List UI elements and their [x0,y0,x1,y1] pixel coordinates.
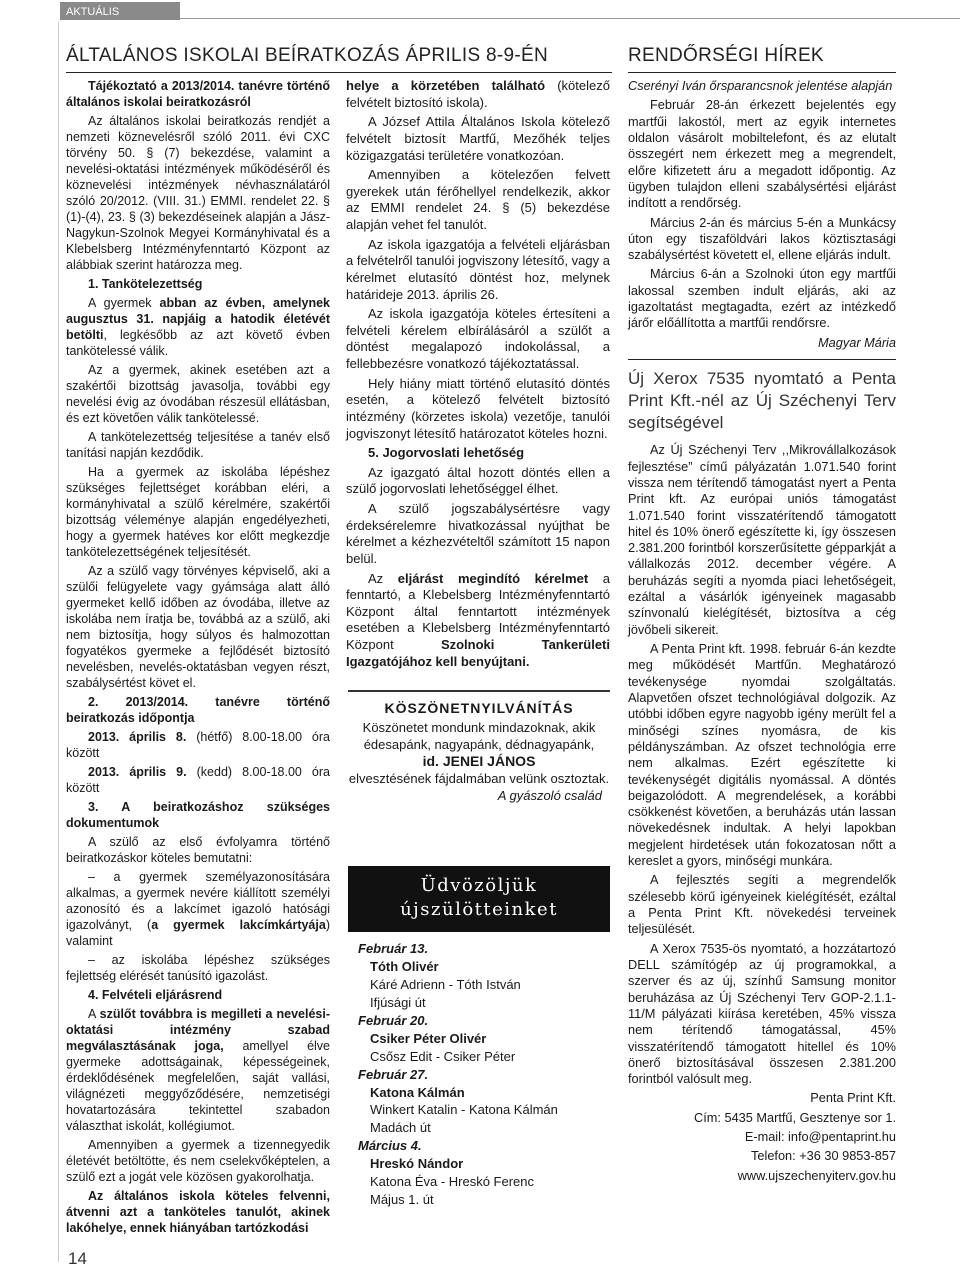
date-line: 2013. április 8. (hétfő) 8.00-18.00 óra között [66,730,330,760]
birth-date: Február 13. [358,941,429,956]
contact-address: Cím: 5435 Martfű, Gesztenye sor 1. [694,1109,896,1125]
paragraph: helye a körzetében található (kötelező felvételt biztosító iskola). [346,78,610,110]
contact-phone: Telefon: +36 30 9853-857 [751,1148,896,1164]
side-title-rule [628,72,896,73]
birth-date: Március 4. [358,1138,422,1154]
paragraph: A József Attila Általános Iskola kötelező felvételt biztosít Martfű, Mezőhék teljes közigazgatási területére vonatkozóan. [346,114,610,163]
acknowledgement-text: elvesztésének fájdalmában velünk osztoztak. [348,771,610,787]
paragraph: A gyermek abban az évben, amelynek augusztus 31. napjáig a hatodik életévét betölti, legkésőbb az azt követő évben tankötelessé válik. [66,296,331,358]
list-item [358,1012,610,1066]
paragraph: Február 28-án érkezett bejelentés egy martfűi lakostól, mert az egyik internetes oldalon vásárolt mobiltelefont, és az elutalt összegért nem érkezett meg a megrendelt, előre kifizetett áru a megadott időpontig. Az ügyben tulajdon elleni szabálysértési eljárást indított a rendőrség. [628,97,896,211]
paragraph: A szülő az első évfolyamra történő beiratkozáskor köteles bemutatni: [66,835,330,865]
paragraph: – az iskolába lépéshez szükséges fejlettség elérését tanúsító igazolást. [66,953,330,983]
contact-email: E-mail: info@pentaprint.hu [744,1129,896,1145]
paragraph: A szülőt továbbra is megilleti a nevelési-oktatási intézmény szabad megválasztásának joga, amellyel élve gyermeke adottságainak, képességeinek, érdeklődésének megfelelően, saját vallási, világnézeti meggyőződésére, nemzetiségi hovatartozására tekintettel szabadon választhat iskolát, kollégiumot. [66,1007,330,1133]
acknowledgement-notice [348,690,610,804]
author-line: Cserényi Iván őrsparancsnok jelentése alapján [628,78,893,93]
newborns-banner [348,866,610,932]
xerox-article-title: Új Xerox 7535 nyomtató a Penta Print Kft.-nél az Új Széchenyi Terv segítségével [628,359,896,434]
birth-date: Február 20. [358,1012,429,1028]
newborns-list [358,940,610,1209]
paragraph: Az a szülő vagy törvényes képviselő, aki a szülői felügyelete vagy gyámsága alatt álló gyermeket kellő időben az óvodába, illetve az iskolába nem íratja be, továbbá az a szülő, aki nem biztosítja, hogy súlyos és halmozottan fogyatékos gyermeke a fejlődését biztosító nevelésben, nevelés-oktatásban vegyen részt, szabálysértést követ el. [66,564,330,690]
baby-name: Katona Kálmán [370,1084,465,1100]
acknowledgement-text: Köszönetet mondunk mindazoknak, akik édesapánk, nagyapánk, dédnagyapánk, [362,719,596,752]
paragraph: A Xerox 7535-ös nyomtató, a hozzátartozó DELL számítógép az új programokkal, a szerver és az új, színhű Samsung monitor beruházása az Új Széchenyi Terv GOP-2.1.1-11/M pályázati kiírása keretében, 45% vissza nem térítendő támogatással, 45% visszatérítendő támogatott hitellel és 10% önerő biztosításával összesen 2.381.200 forintból valósult meg. [628,940,896,1087]
paragraph: A szülő jogszabálysértésre vagy érdeksérelemre hivatkozással nyújthat be kérelmet a kézhezvételtől számított 15 napon belül. [346,501,610,566]
acknowledgement-title: KÖSZÖNETNYILVÁNÍTÁS [384,700,574,716]
section-heading: 5. Jogorvoslati lehetőség [368,445,525,461]
parents: Káré Adrienn - Tóth István [370,976,521,992]
section-heading: 4. Felvételi eljárásrend [88,988,223,1002]
paragraph: Március 2-án és március 5-én a Munkácsy úton egy tiszaföldvári lakos köztisztasági szabálysértést követett el, ellene eljárás indult. [628,214,896,263]
address: Madách út [370,1120,431,1136]
paragraph: Március 6-án a Szolnoki úton egy martfűi lakossal szemben indult eljárás, aki az igazoltatást megtagadta, ezért az intézkedő járőr előállította a martfűi rendőrsre. [628,266,896,331]
article-column-1 [66,78,330,1239]
section-heading: 2. 2013/2014. tanévre történő beiratkozás időpontja [66,695,330,725]
paragraph: – a gyermek személyazonosítására alkalmas, a gyermek nevére kiállított személyi azonosító és a lakcímet igazoló hatósági igazolványt, (a gyermek lakcímkártyája) valamint [66,870,330,948]
section-heading: 1. Tankötelezettség [88,277,203,291]
section-heading: 3. A beiratkozáshoz szükséges dokumentumok [66,800,330,830]
birth-date: Február 27. [358,1066,429,1082]
parents: Winkert Katalin - Katona Kálmán [370,1102,558,1118]
paragraph: Az általános iskola köteles felvenni, átvenni azt a tanköteles tanulót, akinek lakóhelye, ennek hiányában tartózkodási [66,1189,330,1235]
baby-name: Csiker Péter Olivér [370,1030,487,1046]
paragraph: Az igazgató által hozott döntés ellen a szülő jogorvoslati lehetőséggel élhet. [346,464,610,497]
address: Ifjúsági út [370,994,426,1010]
contact-name: Penta Print Kft. [810,1090,896,1106]
paragraph: Az iskola igazgatója a felvételi eljárásban a felvételről tanulói jogviszony létesítő, vagy a kérelmet elutasító döntést hoz, melynek határideje 2013. április 26. [346,236,610,302]
date-line: 2013. április 9. (kedd) 8.00-18.00 óra között [66,765,330,795]
parents: Csősz Edit - Csiker Péter [370,1048,516,1064]
paragraph: Az eljárást megindító kérelmet a fenntartó, a Klebelsberg Intézményfenntartó Központ által fenntartott intézmények esetében a Klebelsberg Intézményfenntartó Központ Szolnoki Tankerületi Igazgatójához kell benyújtani. [346,570,611,669]
address: Május 1. út [370,1192,434,1208]
side-article-title: RENDŐRSÉGI HÍREK [628,45,824,66]
paragraph: Az általános iskolai beiratkozás rendjét a nemzeti köznevelésről szóló 2011. évi CXC törvény 50. § (7) bekezdése, valamint a nevelési-oktatási intézmények működéséről és köznevelési intézmények névhasználatáról szóló 20/2012. (VIII. 31.) EMMI. rendelet 22. § (1)-(4), 23. § (3) bekezdéseinek alapján a Jász-Nagykun-Szolnok Megyei Kormányhivatal és a Klebelsberg Intézményfenntartó Központ az alábbiak szerint határozza meg. [66,114,330,272]
list-item [358,1137,610,1209]
article-column-2 [346,78,610,673]
baby-name: Hreskó Nándor [370,1156,464,1172]
acknowledgement-signature: A gyászoló család [497,787,602,803]
paragraph: Amennyiben a kötelezően felvett gyerekek után férőhellyel rendelkezik, akkor az EMMI rendelet 24. § (5) bekezdése alapján vehet fel tanulót. [346,167,610,232]
paragraph: Az iskola igazgatója köteles értesíteni a felvételi kérelem elbírálásáról a szülőt a döntést megalapozó indokolással, a fellebbezésre vonatkozó tájékoztatással. [346,306,610,371]
paragraph: Amennyiben a gyermek a tizennegyedik életévét betöltötte, és nem cselekvőképtelen, a szülő ezt a jogát vele közösen gyakorolhatja. [66,1138,330,1184]
section-header [0,0,960,22]
article-intro-heading: Tájékoztató a 2013/2014. tanévre történő általános iskolai beiratkozásról [66,79,330,109]
article-column-3 [628,78,896,1187]
paragraph: A Penta Print kft. 1998. február 6-án kezdte meg működését Martfűn. Meghatározó tevékenysége nyomdai szolgáltatás. Alapvetően ofszet technológiával dolgozik. Az utóbbi időben egyre nagyobb igény merült fel a minőségi színes nyomásra, de kis példányszámban. Az ofszet technológia erre nem alkalmas. Ezért egészítette ki tevékenységét digitális nyomással. A döntés beigazolódott. A megrendelések, a korábbi csökkenést követően, a beruházás után lassan növekedésnek indultak. A helyi lapokban megjelent hirdetések után fokozatosan nőtt a kereslet a gyors, minőségi munkára. [628,641,896,869]
banner-line: újszülötteinket [400,899,558,921]
baby-name: Tóth Olivér [370,958,439,974]
deceased-name: id. JENEI JÁNOS [422,753,536,770]
parents: Katona Éva - Hreskó Ferenc [370,1174,535,1190]
header-rule [180,18,960,19]
paragraph: A fejlesztés segíti a megrendelők szélesebb körű igényeinek kielégítését, ezáltal a Penta Print Kft. növekedési terveinek teljesülését. [628,872,896,937]
margin-rule [58,22,59,1262]
list-item [358,1066,610,1138]
paragraph: Az Új Széchenyi Terv ,,Mikrovállalkozások fejlesztése” című pályázatán 1.071.540 forint vissza nem térítendő támogatást nyert a Penta Print kft. Az európai uniós támogatást 1.071.540 forint visszatérítendő támogatott hitel és 10% önerő egészítette ki, így összesen 2.381.200 forintból korszerűsítette gépparkját a vállalkozás 2012. december végére. A beruházás segíti a nyomda piaci lehetőségeit, ezáltal a vásárlók igényeinek magasabb színvonalú kielégítését, biztosítva a cég jövőbeli sikereit. [628,442,896,637]
paragraph: A tankötelezettség teljesítése a tanév első tanítási napján kezdődik. [66,430,330,460]
list-item [358,940,610,1012]
paragraph: Hely hiány miatt történő elutasító döntés esetén, a kötelező felvételt biztosító intézmény (körzetes iskola) vezetője, tanulói jogviszonyt létesítő határozatot köteles hozni. [346,375,610,441]
paragraph: Az a gyermek, akinek esetében azt a szakértői bizottság javasolja, további egy nevelési évig az óvodában részesül ellátásban, és ezt követően válik tankötelessé. [66,363,330,425]
banner-line: Üdvözöljük [420,875,538,896]
main-title-rule [66,72,612,73]
section-tab: AKTUÁLIS [60,2,180,20]
page-number: 14 [68,1249,87,1268]
article-signature: Magyar Mária [818,334,896,350]
main-article-title: ÁLTALÁNOS ISKOLAI BEÍRATKOZÁS ÁPRILIS 8-9-ÉN [66,45,549,66]
paragraph: Ha a gyermek az iskolába lépéshez szükséges fejlettséget korábban eléri, a kormányhivatal a szülő kérelmére, szakértői bizottság véleménye alapján engedélyezheti, hogy a gyermek hatéves kor előtt megkezdje tankötelezettségének teljesítését. [66,465,330,559]
contact-website: www.ujszechenyiterv.gov.hu [737,1167,896,1183]
